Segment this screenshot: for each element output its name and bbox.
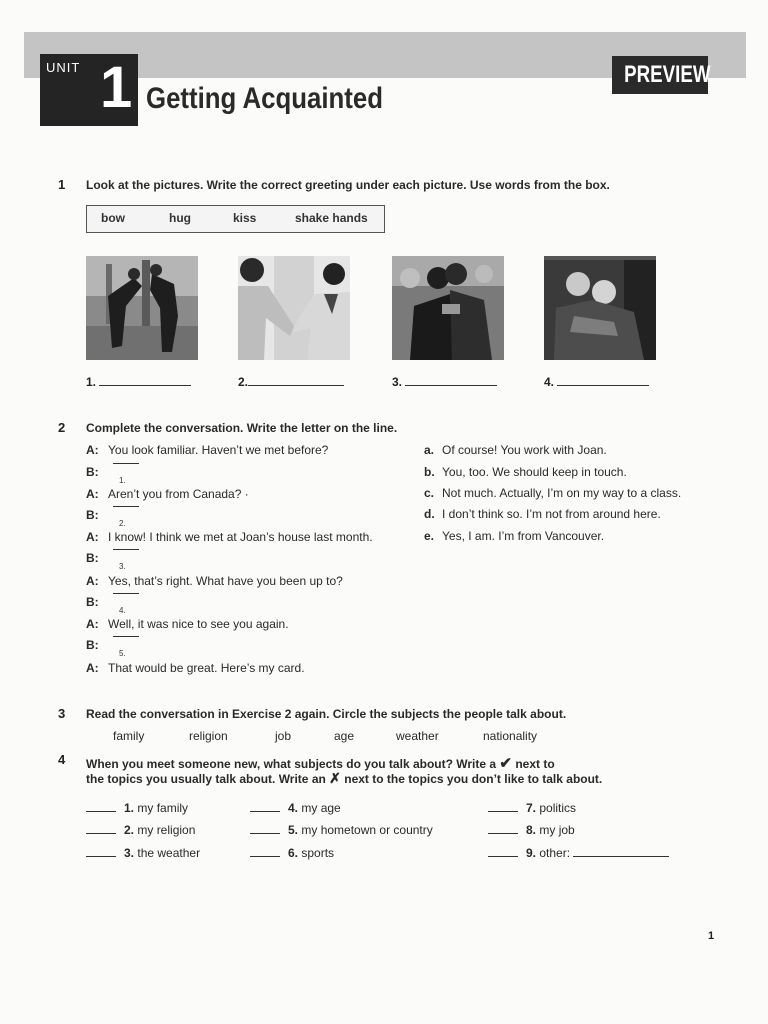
checklist-item-2[interactable] (86, 823, 195, 837)
conversation-line (86, 574, 343, 588)
exercise-1-instruction: Look at the pictures. Write the correct greeting under each picture. Use words from the box. (86, 178, 610, 192)
conversation-line (86, 551, 108, 565)
answer-blank-1[interactable] (113, 463, 139, 464)
line-text: That would be great. Here’s my card. (108, 661, 305, 675)
option-a (424, 443, 607, 457)
item-text: my job (539, 823, 575, 837)
answer-blank-4[interactable] (113, 593, 139, 594)
conversation-line (86, 638, 108, 652)
line-text: Yes, that’s right. What have you been up to? (108, 574, 343, 588)
blank-label: 4. (544, 375, 555, 389)
preview-badge (612, 56, 711, 94)
conversation-line (86, 595, 108, 609)
option-letter: e. (424, 529, 435, 543)
line-text: You look familiar. Haven’t we met before? (108, 443, 329, 457)
instruction-text: the topics you usually talk about. Write an (86, 772, 326, 786)
answer-blank[interactable] (250, 811, 280, 812)
option-letter: b. (424, 465, 435, 479)
speaker-label: B: (86, 465, 99, 479)
option-text: I don’t think so. I’m not from around here. (442, 507, 661, 521)
exercise-3-number: 3 (58, 706, 66, 721)
x-mark-icon: ✗ (329, 770, 341, 786)
other-answer-blank[interactable] (573, 856, 669, 857)
word-shake-hands: shake hands (295, 211, 368, 225)
option-c (424, 486, 681, 500)
exercise-3-instruction: Read the conversation in Exercise 2 again. Circle the subjects the people talk about. (86, 707, 567, 721)
conversation-line (86, 508, 108, 522)
speaker-label: A: (86, 617, 99, 631)
photo-hug (544, 256, 656, 360)
checklist-item-9[interactable] (488, 846, 669, 860)
exercise-4-instruction-line-2 (86, 770, 602, 787)
speaker-label: A: (86, 574, 99, 588)
item-number: 1. (124, 801, 135, 815)
item-number: 4. (288, 801, 299, 815)
item-number: 7. (526, 801, 537, 815)
answer-blank[interactable] (488, 811, 518, 812)
page-number: 1 (708, 930, 715, 942)
answer-blank-3[interactable] (113, 549, 139, 550)
option-d (424, 507, 661, 521)
item-text: my hometown or country (301, 823, 433, 837)
picture-blank-1[interactable] (86, 375, 191, 389)
topic-job[interactable]: job (275, 729, 292, 743)
unit-number: 1 (100, 55, 133, 120)
conversation-line (86, 617, 289, 631)
answer-blank[interactable] (250, 833, 280, 834)
item-number: 5. (288, 823, 299, 837)
speaker-label: B: (86, 551, 99, 565)
checklist-item-5[interactable] (250, 823, 433, 837)
option-letter: a. (424, 443, 435, 457)
speaker-label: A: (86, 443, 99, 457)
conversation-line (86, 487, 249, 501)
item-number: 6. (288, 846, 299, 860)
answer-blank[interactable] (488, 833, 518, 834)
checklist-item-6[interactable] (250, 846, 334, 860)
item-number: 2. (124, 823, 135, 837)
item-number: 8. (526, 823, 537, 837)
line-text: Aren’t you from Canada? · (108, 487, 249, 501)
photo-shake-hands (238, 256, 350, 360)
item-text: my age (301, 801, 341, 815)
item-text: politics (539, 801, 577, 815)
checklist-item-3[interactable] (86, 846, 200, 860)
page-title: Getting Acquainted (146, 82, 383, 115)
blank-label: 2. (238, 375, 249, 389)
preview-label: PREVIEW (624, 61, 711, 88)
line-text: I know! I think we met at Joan’s house last month. (108, 530, 373, 544)
word-bow: bow (101, 211, 125, 225)
option-letter: d. (424, 507, 435, 521)
blank-number: 2. (119, 519, 126, 528)
picture-blank-4[interactable] (544, 375, 649, 389)
answer-blank-5[interactable] (113, 636, 139, 637)
speaker-label: B: (86, 638, 99, 652)
exercise-2-instruction: Complete the conversation. Write the letter on the line. (86, 421, 398, 435)
checklist-item-7[interactable] (488, 801, 576, 815)
answer-blank[interactable] (86, 856, 116, 857)
exercise-4-number: 4 (58, 752, 66, 767)
speaker-label: A: (86, 530, 99, 544)
answer-blank[interactable] (488, 856, 518, 857)
option-b (424, 465, 627, 479)
answer-blank[interactable] (250, 856, 280, 857)
unit-badge (40, 54, 138, 126)
item-text: sports (301, 846, 335, 860)
option-text: Not much. Actually, I’m on my way to a class. (442, 486, 682, 500)
photo-kiss (392, 256, 504, 360)
topic-religion[interactable]: religion (189, 729, 228, 743)
blank-number: 5. (119, 649, 126, 658)
answer-blank[interactable] (86, 811, 116, 812)
speaker-label: A: (86, 661, 99, 675)
checklist-item-4[interactable] (250, 801, 341, 815)
option-letter: c. (424, 486, 435, 500)
blank-label: 1. (86, 375, 97, 389)
item-number: 9. (526, 846, 537, 860)
instruction-text: next to (515, 757, 555, 771)
answer-blank[interactable] (86, 833, 116, 834)
option-text: You, too. We should keep in touch. (442, 465, 627, 479)
blank-number: 1. (119, 476, 126, 485)
blank-number: 3. (119, 562, 126, 571)
option-text: Yes, I am. I’m from Vancouver. (442, 529, 605, 543)
speaker-label: A: (86, 487, 99, 501)
conversation-line (86, 443, 328, 457)
topic-nationality[interactable]: nationality (483, 729, 538, 743)
item-number: 3. (124, 846, 135, 860)
topic-family[interactable]: family (113, 729, 145, 743)
check-icon: ✔ (499, 755, 512, 772)
speaker-label: B: (86, 595, 99, 609)
topic-weather[interactable]: weather (396, 729, 439, 743)
picture-blank-2[interactable] (238, 375, 344, 389)
photo-bow (86, 256, 198, 360)
speaker-label: B: (86, 508, 99, 522)
unit-label: UNIT (46, 60, 81, 75)
item-text: my religion (137, 823, 196, 837)
answer-blank-2[interactable] (113, 506, 139, 507)
blank-label: 3. (392, 375, 403, 389)
line-text: Well, it was nice to see you again. (108, 617, 289, 631)
word-kiss: kiss (233, 211, 257, 225)
item-text: the weather (137, 846, 201, 860)
instruction-text: next to the topics you don’t like to talk about. (344, 772, 603, 786)
item-text: other: (539, 846, 571, 860)
instruction-text: When you meet someone new, what subjects do you talk about? Write a (86, 757, 497, 771)
option-e (424, 529, 604, 543)
picture-blank-3[interactable] (392, 375, 497, 389)
item-text: my family (137, 801, 189, 815)
topic-age[interactable]: age (334, 729, 355, 743)
blank-number: 4. (119, 606, 126, 615)
conversation-line (86, 530, 373, 544)
word-hug: hug (169, 211, 191, 225)
word-box (86, 205, 385, 233)
option-text: Of course! You work with Joan. (442, 443, 607, 457)
checklist-item-8[interactable] (488, 823, 575, 837)
exercise-1-number: 1 (58, 177, 66, 192)
conversation-line (86, 465, 108, 479)
checklist-item-1[interactable] (86, 801, 188, 815)
conversation-line (86, 661, 305, 675)
exercise-2-number: 2 (58, 420, 66, 435)
